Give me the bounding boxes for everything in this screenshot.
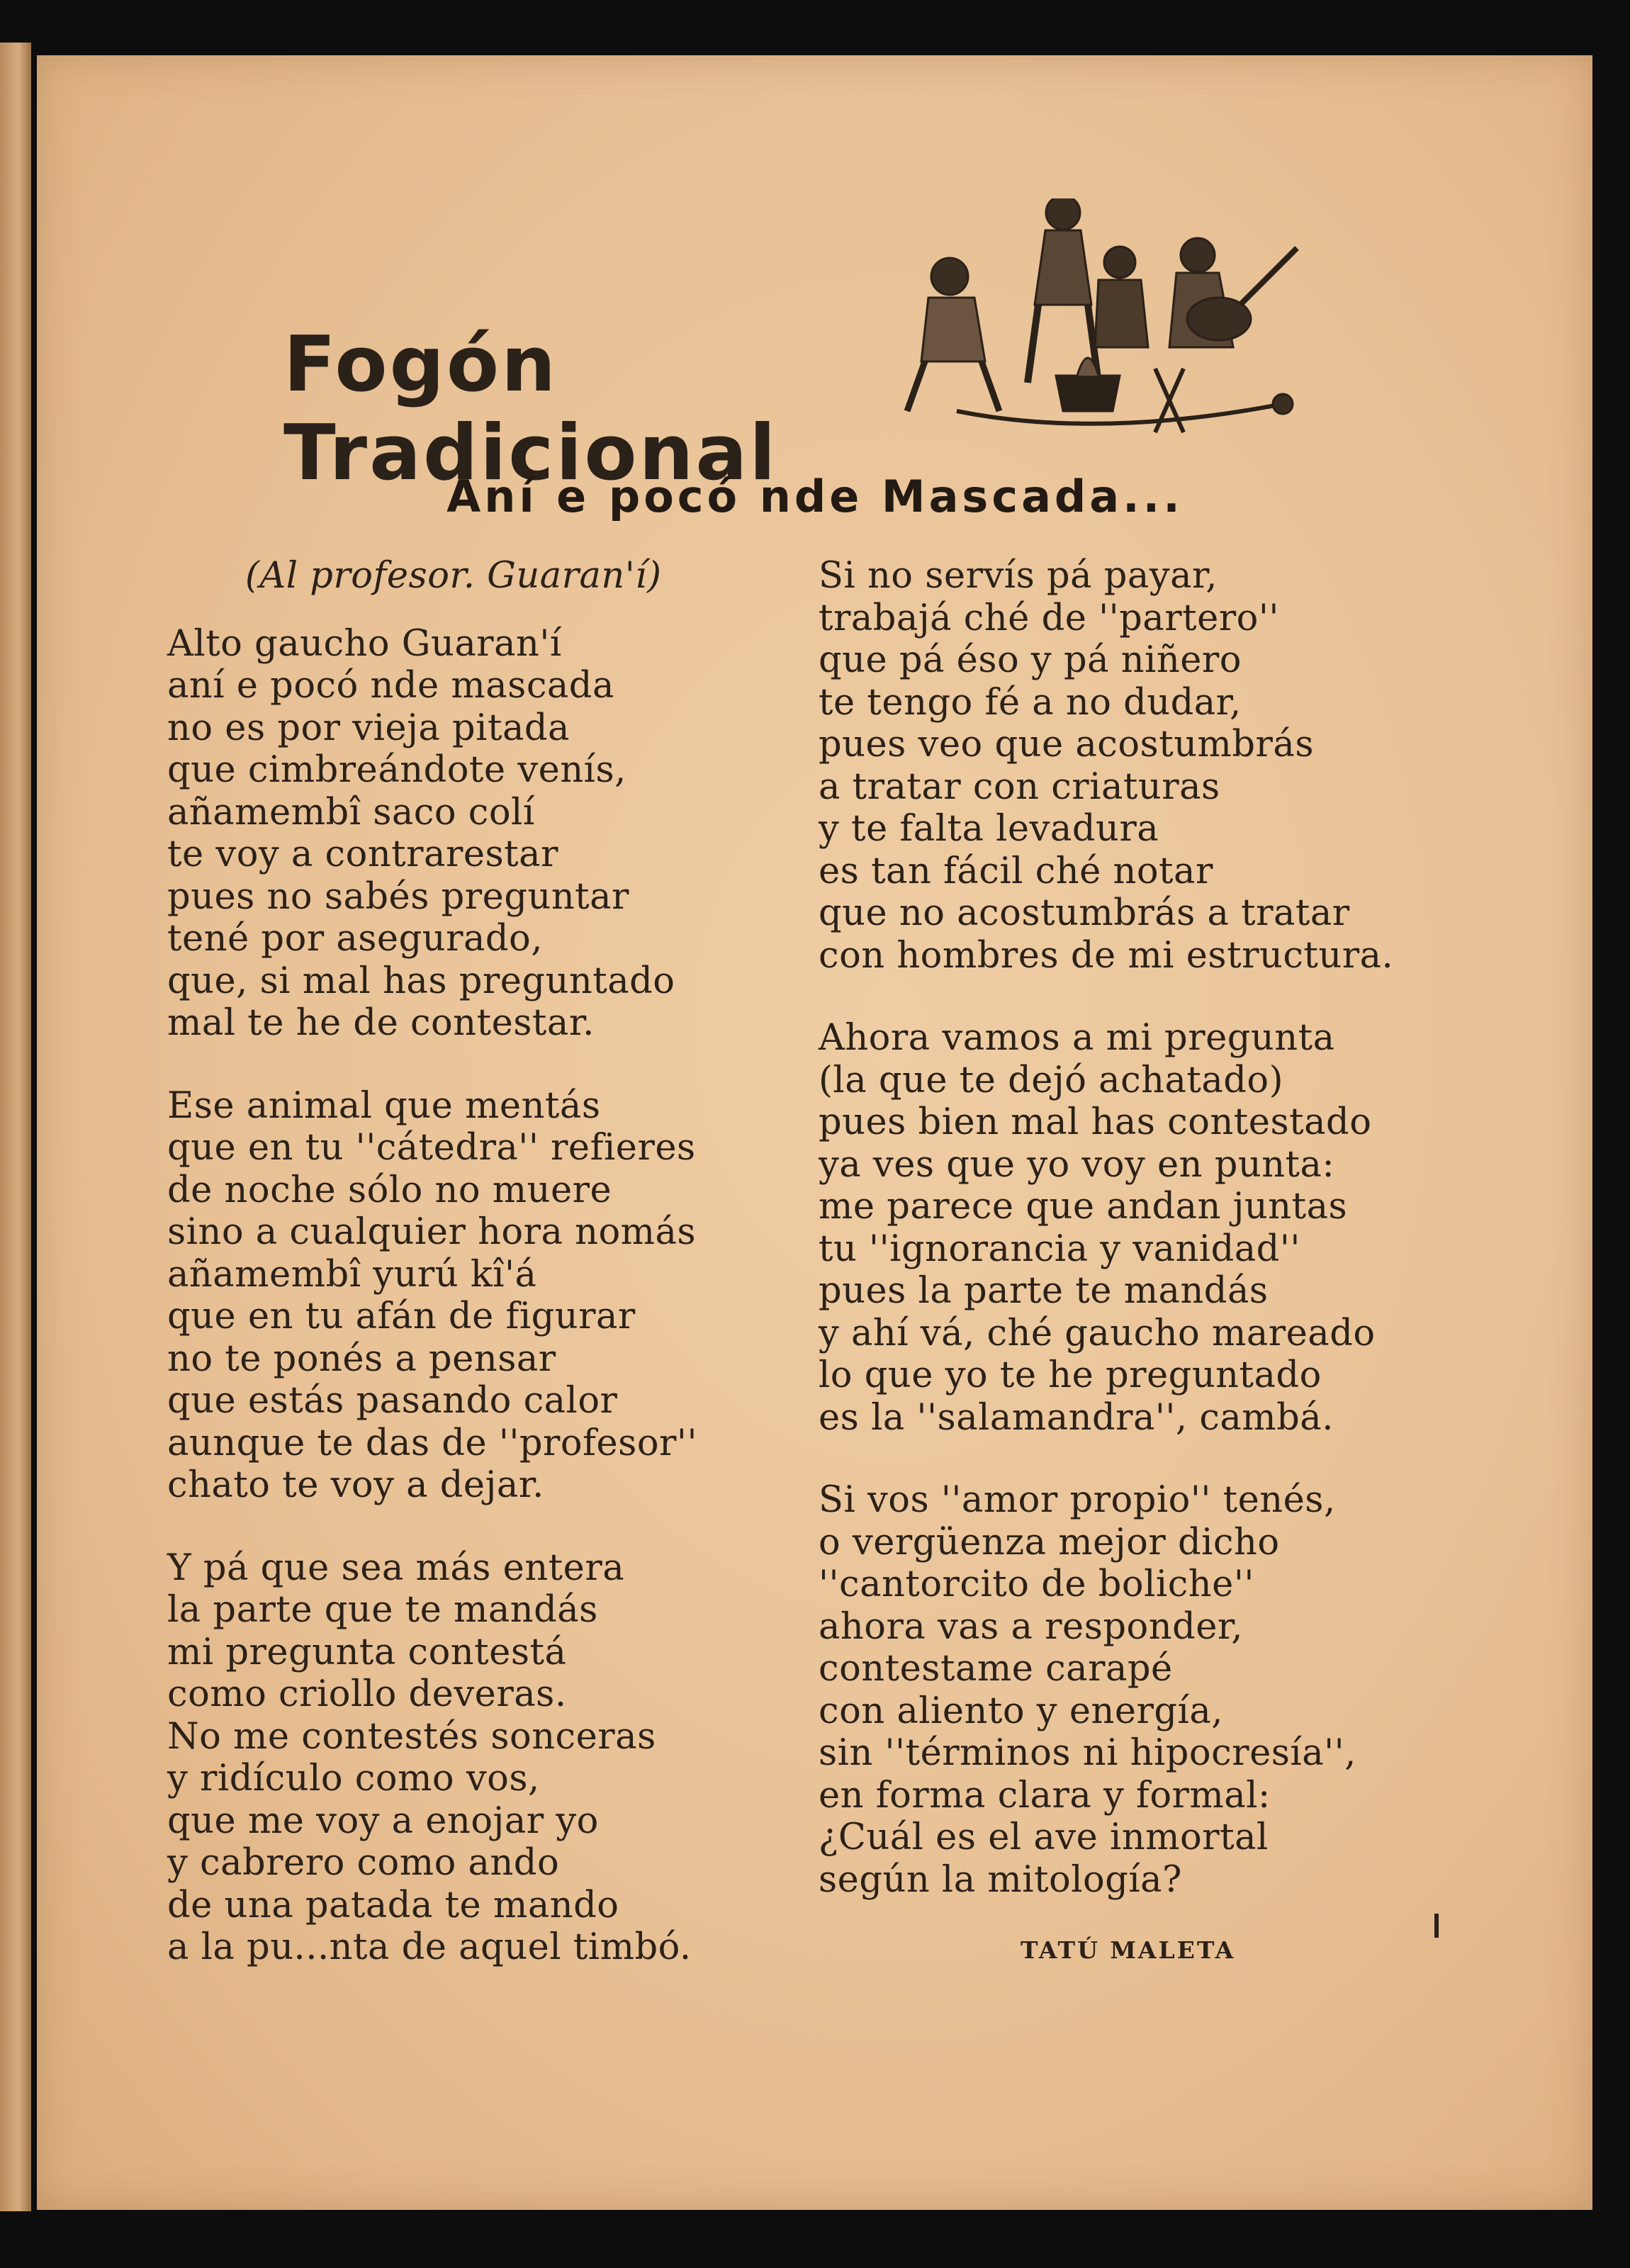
verse-line: que pá éso y pá niñero [819, 639, 1242, 681]
verse-line: que me voy a enojar yo [167, 1800, 599, 1842]
verse-line: ya ves que yo voy en punta: [819, 1143, 1335, 1186]
verse-line: tené por asegurado, [167, 918, 543, 960]
verse-line: Ahora vamos a mi pregunta [819, 1017, 1335, 1059]
verse-line: y te falta levadura [819, 808, 1159, 850]
verse-line: en forma clara y formal: [819, 1774, 1271, 1817]
verse-line: como criollo deveras. [167, 1673, 567, 1715]
verse-line: aní e pocó nde mascada [167, 665, 614, 707]
verse-line: ¿Cuál es el ave inmortal [819, 1817, 1269, 1858]
verse-line: pues no sabés preguntar [167, 875, 629, 918]
verse-line: Alto gaucho Guaran'í [167, 622, 562, 665]
verse-line: añamembî saco colí [167, 791, 535, 833]
verse-line: no es por vieja pitada [167, 707, 570, 749]
section-title: Fogón Tradicional [283, 320, 778, 498]
verse-line: Si no servís pá payar, [819, 555, 1218, 597]
verse-line: No me contestés sonceras [167, 1715, 656, 1758]
verse-line: ''cantorcito de boliche'' [819, 1564, 1254, 1605]
verse-line: y cabrero como ando [167, 1842, 560, 1884]
verse-line: o vergüenza mejor dicho [819, 1521, 1280, 1564]
verse-line: te tengo fé a no dudar, [819, 681, 1242, 724]
previous-page-edge [0, 43, 31, 2211]
verse-line: mi pregunta contestá [167, 1631, 567, 1673]
right-column [819, 555, 1442, 1941]
verse-line: Si vos ''amor propio'' tenés, [819, 1479, 1336, 1521]
verse-line: sino a cualquier hora nomás [167, 1211, 697, 1253]
verse-line: a tratar con criaturas [819, 765, 1220, 808]
left-column [167, 555, 791, 2009]
verse-line: a la pu...nta de aquel timbó. [167, 1926, 692, 1968]
stanza [167, 623, 791, 1045]
verse-line: pues bien mal has contestado [819, 1101, 1372, 1143]
verse-line: ahora vas a responder, [819, 1605, 1243, 1648]
verse-line: de una patada te mando [167, 1884, 619, 1926]
verse-line: que cimbreándote venís, [167, 749, 626, 791]
verse-line: sin ''términos ni hipocresía'', [819, 1732, 1356, 1774]
verse-line: chato te voy a dejar. [167, 1464, 544, 1506]
verse-line: de noche sólo no muere [167, 1169, 612, 1211]
verse-line: es tan fácil ché notar [819, 850, 1213, 892]
verse-line: Ese animal que mentás [167, 1084, 601, 1127]
verse-line: te voy a contrarestar [167, 833, 558, 875]
poem-title: Aní e pocó nde Mascada... [446, 471, 1184, 522]
stanza [167, 1547, 791, 1969]
verse-line: trabajá ché de ''partero'' [819, 597, 1279, 639]
verse-line: que, si mal has preguntado [167, 960, 675, 1002]
verse-line: y ahí vá, ché gaucho mareado [819, 1312, 1376, 1354]
stanza [167, 1085, 791, 1507]
author-signature: TATÚ MALETA [1021, 1936, 1236, 1964]
verse-line: añamembî yurú kî'á [167, 1253, 537, 1296]
verse-line: pues veo que acostumbrás [819, 724, 1315, 765]
verse-line: mal te he de contestar. [167, 1002, 595, 1044]
margin-mark [1434, 1914, 1439, 1938]
stanza [819, 1479, 1442, 1901]
verse-line: con hombres de mi estructura. [819, 934, 1394, 977]
verse-line: que en tu afán de figurar [167, 1296, 636, 1337]
verse-line: Y pá que sea más entera [167, 1546, 625, 1589]
verse-line: que estás pasando calor [167, 1380, 618, 1422]
verse-line: que en tu ''cátedra'' refieres [167, 1127, 696, 1169]
verse-line: la parte que te mandás [167, 1589, 598, 1631]
verse-line: que no acostumbrás a tratar [819, 892, 1350, 934]
verse-line: no te ponés a pensar [167, 1337, 556, 1380]
verse-line: tu ''ignorancia y vanidad'' [819, 1228, 1300, 1270]
verse-line: pues la parte te mandás [819, 1270, 1269, 1312]
verse-line: con aliento y energía, [819, 1690, 1223, 1732]
verse-line: es la ''salamandra'', cambá. [819, 1396, 1334, 1439]
verse-line: aunque te das de ''profesor'' [167, 1422, 697, 1464]
verse-line: lo que yo te he preguntado [819, 1354, 1322, 1396]
verse-line: según la mitología? [819, 1858, 1182, 1901]
stanza [819, 1017, 1442, 1439]
verse-line: contestame carapé [819, 1648, 1173, 1690]
verse-line: y ridículo como vos, [167, 1758, 540, 1800]
verse-line: me parece que andan juntas [819, 1186, 1348, 1228]
dedication: (Al profesor. Guaran'í) [245, 555, 662, 597]
stanza [819, 555, 1442, 977]
verse-line: (la que te dejó achatado) [819, 1059, 1284, 1101]
